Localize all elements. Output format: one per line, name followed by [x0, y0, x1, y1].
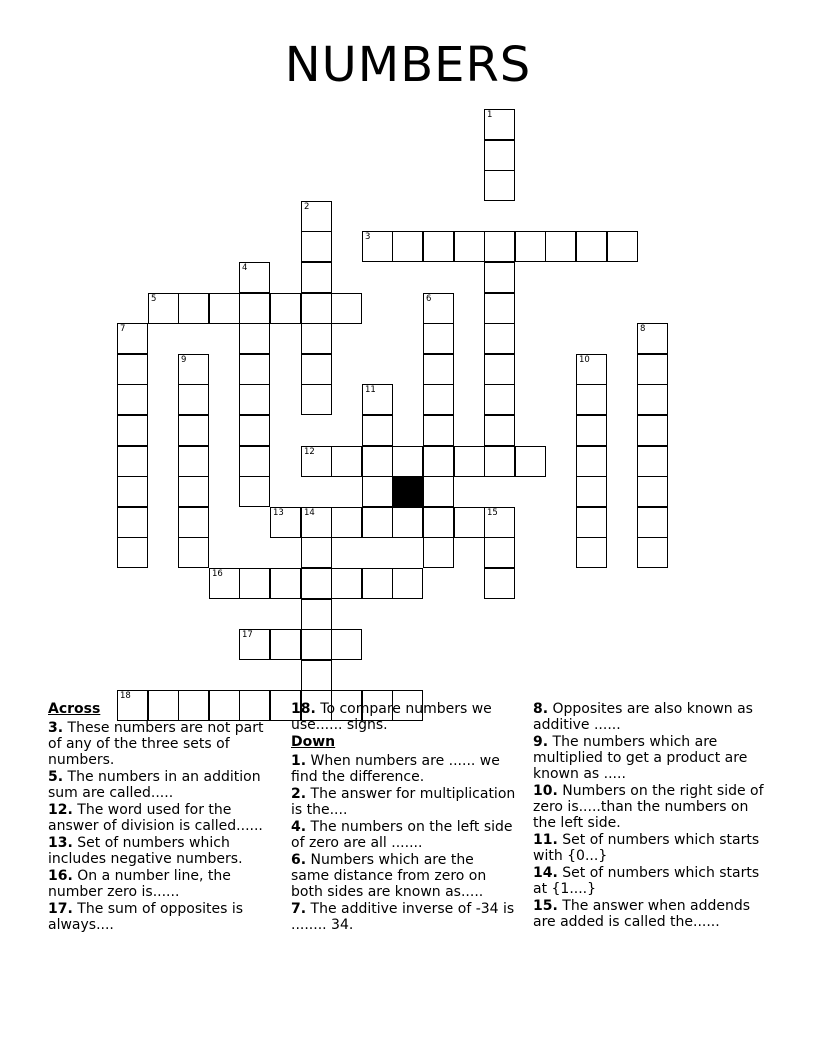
crossword-cell[interactable] [423, 507, 454, 538]
crossword-cell[interactable] [362, 415, 393, 446]
crossword-cell[interactable] [178, 507, 209, 538]
crossword-cell[interactable] [178, 476, 209, 507]
crossword-cell[interactable] [362, 231, 393, 262]
crossword-cell[interactable] [178, 415, 209, 446]
crossword-cell[interactable] [454, 231, 485, 262]
across-clue: 12. The word used for the answer of division is called...... [48, 802, 263, 834]
clue-number: 18 [120, 691, 131, 701]
crossword-cell[interactable] [484, 507, 515, 538]
crossword-cell[interactable] [178, 446, 209, 477]
crossword-cell[interactable] [576, 446, 607, 477]
clue-number: 6 [426, 294, 432, 304]
crossword-cell[interactable] [576, 537, 607, 568]
crossword-cell[interactable] [270, 568, 301, 599]
crossword-cell[interactable] [117, 537, 148, 568]
crossword-cell[interactable] [637, 507, 668, 538]
crossword-cell[interactable] [239, 323, 270, 354]
crossword-cell[interactable] [454, 507, 485, 538]
crossword-cell[interactable] [301, 568, 332, 599]
crossword-cell[interactable] [576, 354, 607, 385]
clue-column-1 [48, 701, 280, 934]
down-clue: 1. When numbers are ...... we find the difference. [291, 753, 500, 785]
black-square [392, 476, 423, 507]
crossword-cell[interactable] [637, 537, 668, 568]
crossword-cell[interactable] [209, 568, 240, 599]
across-heading: Across [48, 701, 101, 717]
clue-number: 8 [640, 324, 646, 334]
down-clue: 4. The numbers on the left side of zero are all ....... [291, 819, 513, 851]
crossword-cell[interactable] [362, 384, 393, 415]
crossword-cell[interactable] [117, 415, 148, 446]
down-clue: 8. Opposites are also known as additive ...... [533, 701, 753, 733]
crossword-cell[interactable] [117, 384, 148, 415]
crossword-cell[interactable] [637, 384, 668, 415]
crossword-cell[interactable] [423, 384, 454, 415]
crossword-cell[interactable] [178, 537, 209, 568]
crossword-cell[interactable] [239, 446, 270, 477]
across-clue: 17. The sum of opposites is always.... [48, 901, 244, 933]
crossword-cell[interactable] [301, 446, 332, 477]
crossword-cell[interactable] [209, 293, 240, 324]
crossword-cell[interactable] [270, 507, 301, 538]
down-heading: Down [291, 734, 336, 750]
across-clue: 5. The numbers in an addition sum are called..... [48, 769, 261, 801]
clue-number: 17 [242, 630, 253, 640]
clue-number: 16 [212, 569, 223, 579]
crossword-cell[interactable] [484, 537, 515, 568]
crossword-cell[interactable] [301, 629, 332, 660]
crossword-cell[interactable] [270, 629, 301, 660]
crossword-cell[interactable] [576, 415, 607, 446]
clue-number: 4 [242, 263, 248, 273]
clue-number: 13 [273, 508, 284, 518]
across-clue: 3. These numbers are not part of any of the three sets of numbers. [48, 720, 264, 768]
crossword-cell[interactable] [637, 446, 668, 477]
crossword-cell[interactable] [423, 415, 454, 446]
across-clue: 18. To compare numbers we use...... signs. [291, 701, 492, 733]
clue-column-2 [291, 701, 516, 934]
crossword-cell[interactable] [576, 231, 607, 262]
crossword-cell[interactable] [515, 446, 546, 477]
down-clue: 10. Numbers on the right side of zero is.....than the numbers on the left side. [533, 783, 764, 831]
clue-number: 5 [151, 294, 157, 304]
crossword-cell[interactable] [545, 231, 576, 262]
crossword-cell[interactable] [637, 476, 668, 507]
crossword-cell[interactable] [331, 629, 362, 660]
crossword-cell[interactable] [301, 293, 332, 324]
crossword-cell[interactable] [117, 323, 148, 354]
crossword-cell[interactable] [484, 384, 515, 415]
crossword-cell[interactable] [423, 476, 454, 507]
clue-number: 10 [579, 355, 590, 365]
crossword-cell[interactable] [576, 476, 607, 507]
crossword-cell[interactable] [392, 568, 423, 599]
across-clue: 16. On a number line, the number zero is...... [48, 868, 231, 900]
down-clue: 9. The numbers which are multiplied to get a product are known as ..... [533, 734, 748, 782]
crossword-cell[interactable] [484, 293, 515, 324]
crossword-cell[interactable] [301, 323, 332, 354]
crossword-cell[interactable] [270, 293, 301, 324]
crossword-cell[interactable] [117, 354, 148, 385]
crossword-cell[interactable] [392, 446, 423, 477]
crossword-cell[interactable] [484, 446, 515, 477]
crossword-cell[interactable] [423, 537, 454, 568]
crossword-cell[interactable] [301, 231, 332, 262]
crossword-cell[interactable] [576, 507, 607, 538]
crossword-cell[interactable] [301, 537, 332, 568]
crossword-cell[interactable] [331, 568, 362, 599]
crossword-cell[interactable] [178, 384, 209, 415]
clue-number: 7 [120, 324, 126, 334]
crossword-cell[interactable] [239, 568, 270, 599]
crossword-cell[interactable] [239, 354, 270, 385]
crossword-cell[interactable] [178, 293, 209, 324]
crossword-cell[interactable] [239, 415, 270, 446]
crossword-cell[interactable] [331, 446, 362, 477]
crossword-cell[interactable] [331, 293, 362, 324]
crossword-cell[interactable] [148, 293, 179, 324]
clue-number: 1 [487, 110, 493, 120]
crossword-cell[interactable] [301, 507, 332, 538]
down-clue: 15. The answer when addends are added is called the...... [533, 898, 751, 930]
crossword-cell[interactable] [239, 293, 270, 324]
crossword-cell[interactable] [301, 599, 332, 630]
crossword-cell[interactable] [301, 262, 332, 293]
crossword-cell[interactable] [607, 231, 638, 262]
crossword-cell[interactable] [301, 354, 332, 385]
down-clue: 6. Numbers which are the same distance from zero on both sides are known as..... [291, 852, 487, 900]
crossword-cell[interactable] [484, 354, 515, 385]
crossword-cell[interactable] [178, 354, 209, 385]
crossword-cell[interactable] [423, 354, 454, 385]
down-clue: 7. The additive inverse of -34 is ........ 34. [291, 901, 515, 933]
crossword-cell[interactable] [362, 446, 393, 477]
crossword-cell[interactable] [423, 323, 454, 354]
crossword-cell[interactable] [484, 170, 515, 201]
crossword-cell[interactable] [117, 476, 148, 507]
crossword-cell[interactable] [362, 476, 393, 507]
crossword-cell[interactable] [362, 507, 393, 538]
crossword-cell[interactable] [454, 446, 485, 477]
clue-number: 12 [304, 447, 315, 457]
clue-number: 3 [365, 232, 371, 242]
clue-number: 11 [365, 385, 376, 395]
crossword-cell[interactable] [484, 568, 515, 599]
crossword-cell[interactable] [117, 507, 148, 538]
clue-number: 14 [304, 508, 315, 518]
crossword-cell[interactable] [331, 507, 362, 538]
crossword-cell[interactable] [484, 262, 515, 293]
down-clue: 2. The answer for multiplication is the.... [291, 786, 516, 818]
crossword-cell[interactable] [515, 231, 546, 262]
crossword-cell[interactable] [484, 323, 515, 354]
crossword-cell[interactable] [576, 384, 607, 415]
crossword-cell[interactable] [637, 354, 668, 385]
crossword-cell[interactable] [239, 384, 270, 415]
crossword-cell[interactable] [392, 507, 423, 538]
across-clue: 13. Set of numbers which includes negative numbers. [48, 835, 243, 867]
crossword-cell[interactable] [239, 262, 270, 293]
crossword-cell[interactable] [423, 231, 454, 262]
crossword-cell[interactable] [484, 231, 515, 262]
crossword-cell[interactable] [423, 293, 454, 324]
crossword-cell[interactable] [484, 140, 515, 171]
clue-number: 2 [304, 202, 310, 212]
down-clue: 11. Set of numbers which starts with {0...} [533, 832, 760, 864]
crossword-cell[interactable] [301, 660, 332, 691]
puzzle-title: NUMBERS [284, 37, 532, 93]
crossword-cell[interactable] [392, 231, 423, 262]
crossword-cell[interactable] [484, 109, 515, 140]
clue-column-3 [533, 701, 773, 931]
crossword-cell[interactable] [239, 629, 270, 660]
crossword-cell[interactable] [362, 568, 393, 599]
crossword-cell[interactable] [301, 201, 332, 232]
down-clue: 14. Set of numbers which starts at {1....} [533, 865, 760, 897]
crossword-cell[interactable] [423, 446, 454, 477]
crossword-cell[interactable] [301, 384, 332, 415]
crossword-cell[interactable] [239, 476, 270, 507]
clue-number: 9 [181, 355, 187, 365]
crossword-cell[interactable] [637, 415, 668, 446]
crossword-cell[interactable] [637, 323, 668, 354]
clue-number: 15 [487, 508, 498, 518]
crossword-cell[interactable] [117, 446, 148, 477]
crossword-cell[interactable] [484, 415, 515, 446]
